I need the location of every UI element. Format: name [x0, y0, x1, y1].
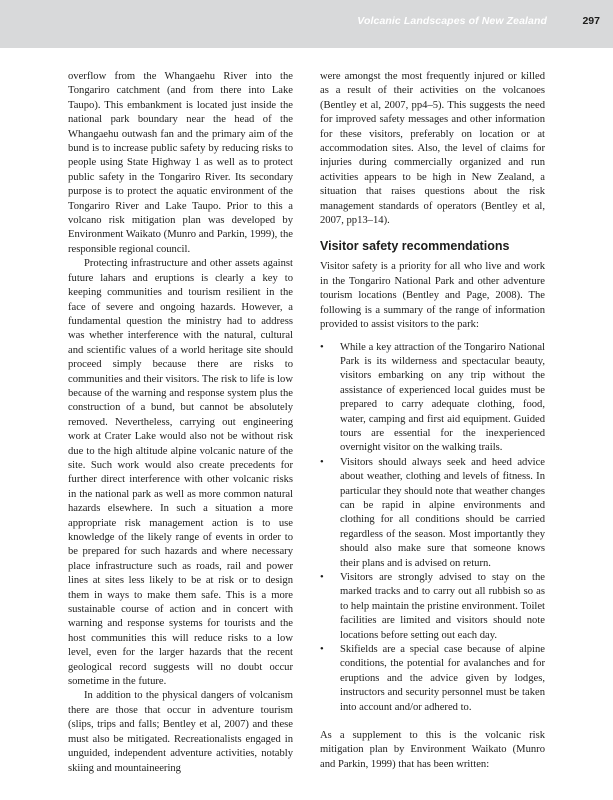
body-paragraph: were amongst the most frequently injured or killed as a result of their activities on the volcanoes (Bentley et al, 2007, pp4–5). This suggests the need for improved safety messages and other information for these visitors, preferably on location or at accommodation sites. Also, the level of claims for injuries during commercially organized and run activities appears to be high in New Zealand, a situation that raises questions about the risk management standards of operators (Bentley et al, 2007, pp13–14). — [320, 71, 545, 227]
spacer — [320, 715, 545, 729]
bullet-item — [320, 456, 545, 571]
body-paragraph: overflow from the Whangaehu River into the Tongariro catchment (and from there into Lake Taupo). This embankment is located just inside the national park boundary near the head of the Whangaehu outwash fan and the primary aim of the bund is to increase public safety by reducing risks to people using State Highway 1 as well as to protect public safety in the Tongariro River. Its secondary purpose is to protect the aquatic environment of the Tongariro River and Lake Taupo. Prior to this a volcano risk mitigation plan was developed by Environment Waikato (Munro and Parkin, 1999), the responsible regional council. — [68, 71, 293, 255]
section-heading: Visitor safety recommendations — [320, 239, 510, 254]
bullet-marker: • — [320, 644, 324, 656]
bullet-item — [320, 643, 545, 715]
bullet-text: Visitors should always seek and heed advice about weather, clothing and levels of fitness. In particular they should note that weather changes can be rapid in alpine environments and clothing for all conditions should be carried regardless of the season. Most importantly they should also make sure that someone knows their plans and is advised on return. — [340, 456, 545, 569]
body-paragraph: Protecting infrastructure and other assets against future lahars and eruptions is clearly a key to keeping communities and tourism resilient in the face of severe and ongoing hazards. However, a fundamental question the ministry had to address was whether interference with the natural, cultural and scientific values of a world heritage site should proceed simply because there are risks to communities and their visitors. The risk to life is low because of the warning and response system plus the construction of a bund, but cannot be absolutely removed. Nevertheless, carrying out engineering work at Crater Lake would also not be without risk due to the high altitude alpine volcanic nature of the site. Such work would also create precedents for further direct interference with other volcanic risks in the national park as well as more common natural hazards elsewhere. In such a situation a more appropriate risk management action is to use knowledge of the likely range of events in order to be prepared for such hazards and where necessary place infrastructure such as roads, rail and power lines at sites less likely to be at risk or to design them in ways to make them safe. This is a more sustainable course of action and in concert with warning and response systems for tourists and the host communities this will reduce risks to a low level, even for the larger hazards that the recent geological record suggests will no doubt occur sometime in the future. — [68, 258, 293, 688]
running-header — [0, 0, 613, 48]
bullet-item — [320, 571, 545, 643]
bullet-text: Skifields are a special case because of alpine conditions, the potential for avalanches and for eruptions and the advice given by lodges, instructors and security personnel must be taken into account and/or adhered to. — [340, 644, 545, 713]
right-column — [320, 70, 545, 772]
body-paragraph: As a supplement to this is the volcanic risk mitigation plan by Environment Waikato (Munro and Parkin, 1999) that has been written: — [320, 730, 545, 770]
left-column — [68, 70, 293, 776]
bullet-text: While a key attraction of the Tongariro National Park is its wilderness and spectacular beauty, visitors embarking on any trip without the assistance of experienced local guides must be prepared to carry adequate clothing, food, water, camping and first aid equipment. Guided tours are essential for the inexperienced overnight visitor on the walking trails. — [340, 341, 545, 454]
bullet-marker: • — [320, 456, 324, 468]
bullet-item — [320, 341, 545, 456]
bullet-marker: • — [320, 341, 324, 353]
bullet-text: Visitors are strongly advised to stay on the marked tracks and to carry out all rubbish so as to help maintain the pristine environment. Toilet facilities are limited and visitors should note locations before setting out each day. — [340, 572, 545, 641]
bullet-list — [320, 341, 545, 716]
page-number: 297 — [582, 15, 600, 27]
body-paragraph: Visitor safety is a priority for all who live and work in the Tongariro National Park and other adventure tourism locations (Bentley and Page, 2008). The following is a summary of the range of information provided to assist visitors to the park: — [320, 261, 545, 331]
bullet-marker: • — [320, 572, 324, 583]
body-paragraph: In addition to the physical dangers of volcanism there are those that occur in adventure tourism (slips, trips and falls; Bentley et al, 2007) and these must also be mitigated. Recreationalists engaged in unguided, independent adventure activities, notably skiing and mountaineering — [68, 690, 293, 774]
running-header-title: Volcanic Landscapes of New Zealand — [357, 15, 547, 27]
